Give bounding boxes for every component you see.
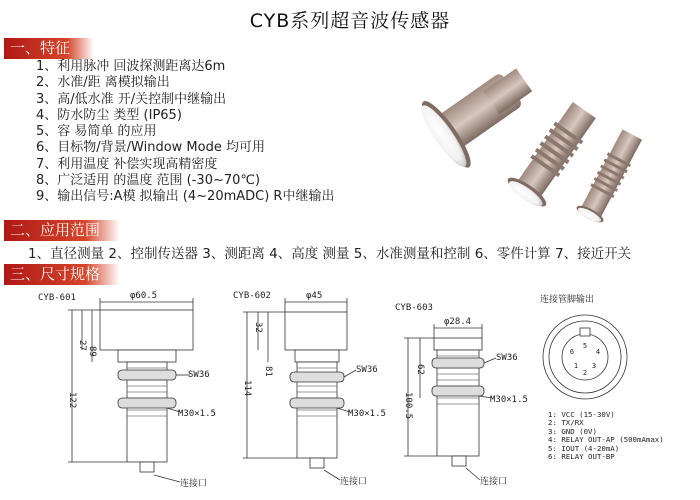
feature-item: 3、高/低水准 开/关控制中继输出 <box>36 91 227 107</box>
dim-total: 100.5 <box>403 392 413 420</box>
application-text: 1、直径测量 2、控制传送器 3、测距离 4、高度 测量 5、水准测量和控制 6、零件计算 7、接近开关 <box>28 246 632 262</box>
dim-total: 122 <box>67 392 77 409</box>
pin-legend-item: 6: RELAY OUT-BP <box>548 451 615 461</box>
dim-d1: 27 <box>77 340 87 351</box>
pin-number: 3 <box>591 362 597 370</box>
dim-thread: M30×1.5 <box>490 395 528 405</box>
dim-diameter: φ45 <box>306 291 323 301</box>
pin-number: 1 <box>573 362 579 370</box>
dim-diameter: φ28.4 <box>444 317 472 327</box>
pin-diagram-graphic <box>543 315 627 399</box>
feature-item: 8、广泛适用 的温度 范围 (-30~70℃) <box>36 173 261 189</box>
feature-list <box>36 59 334 206</box>
dim-hex: SW36 <box>496 353 518 363</box>
pin-number: 6 <box>569 348 575 356</box>
pin-diagram-title: 连接管脚输出 <box>540 295 595 305</box>
pin-legend-item: 5: IOUT (4-20mA) <box>548 443 620 453</box>
dim-hex: SW36 <box>188 370 210 380</box>
feature-item: 7、利用温度 补偿实现高精密度 <box>36 156 218 172</box>
pin-legend-item: 2: TX/RX <box>548 418 584 428</box>
drawing-cyb-603 <box>404 324 496 480</box>
dimension-drawings <box>0 280 700 500</box>
connector-label: 连接口 <box>480 477 508 487</box>
dim-total: 114 <box>242 380 252 397</box>
pin-number: 2 <box>582 369 588 377</box>
model-label: CYB-603 <box>395 303 433 313</box>
feature-item: 2、水准/距 离模拟输出 <box>36 75 170 91</box>
drawing-cyb-601 <box>68 298 193 482</box>
dim-d1: 32 <box>253 322 263 333</box>
dim-thread: M30×1.5 <box>178 409 216 419</box>
pin-legend <box>548 411 664 461</box>
feature-item: 1、利用脉冲 回波探测距离达6m <box>36 59 226 74</box>
model-label: CYB-601 <box>38 293 76 303</box>
product-photo <box>395 58 660 223</box>
model-label: CYB-602 <box>233 291 271 301</box>
section-heading-application: 二、应用范围 <box>4 220 120 241</box>
feature-item: 6、目标物/背景/Window Mode 均可用 <box>36 140 265 156</box>
pin-legend-item: 1: VCC (15-30V) <box>548 410 615 419</box>
feature-item: 5、容 易简单 的应用 <box>36 124 157 140</box>
dim-diameter: φ60.5 <box>130 291 158 301</box>
dim-thread: M30×1.5 <box>348 409 386 419</box>
connector-label: 连接口 <box>180 479 208 489</box>
pin-legend-item: 4: RELAY OUT-AP (500mAmax) <box>548 435 664 445</box>
dim-d2: 89 <box>87 346 97 357</box>
connector-label: 连接口 <box>340 477 368 487</box>
dim-d1: 62 <box>415 364 425 375</box>
pin-number: 5 <box>582 342 588 350</box>
section-heading-features: 一、特征 <box>4 38 94 59</box>
section-heading-dimensions: 三、尺寸规格 <box>4 264 120 285</box>
feature-item: 9、输出信号:A模 拟输出 (4~20mADC) R中继输出 <box>36 189 335 205</box>
pin-legend-item: 3: GND (0V) <box>548 426 597 436</box>
page-title: CYB系列超音波传感器 <box>249 10 451 32</box>
feature-item: 4、防水防尘 类型 (IP65) <box>36 107 182 123</box>
dim-d2: 81 <box>263 366 273 377</box>
pin-number: 4 <box>595 348 601 356</box>
dim-hex: SW36 <box>356 365 378 375</box>
